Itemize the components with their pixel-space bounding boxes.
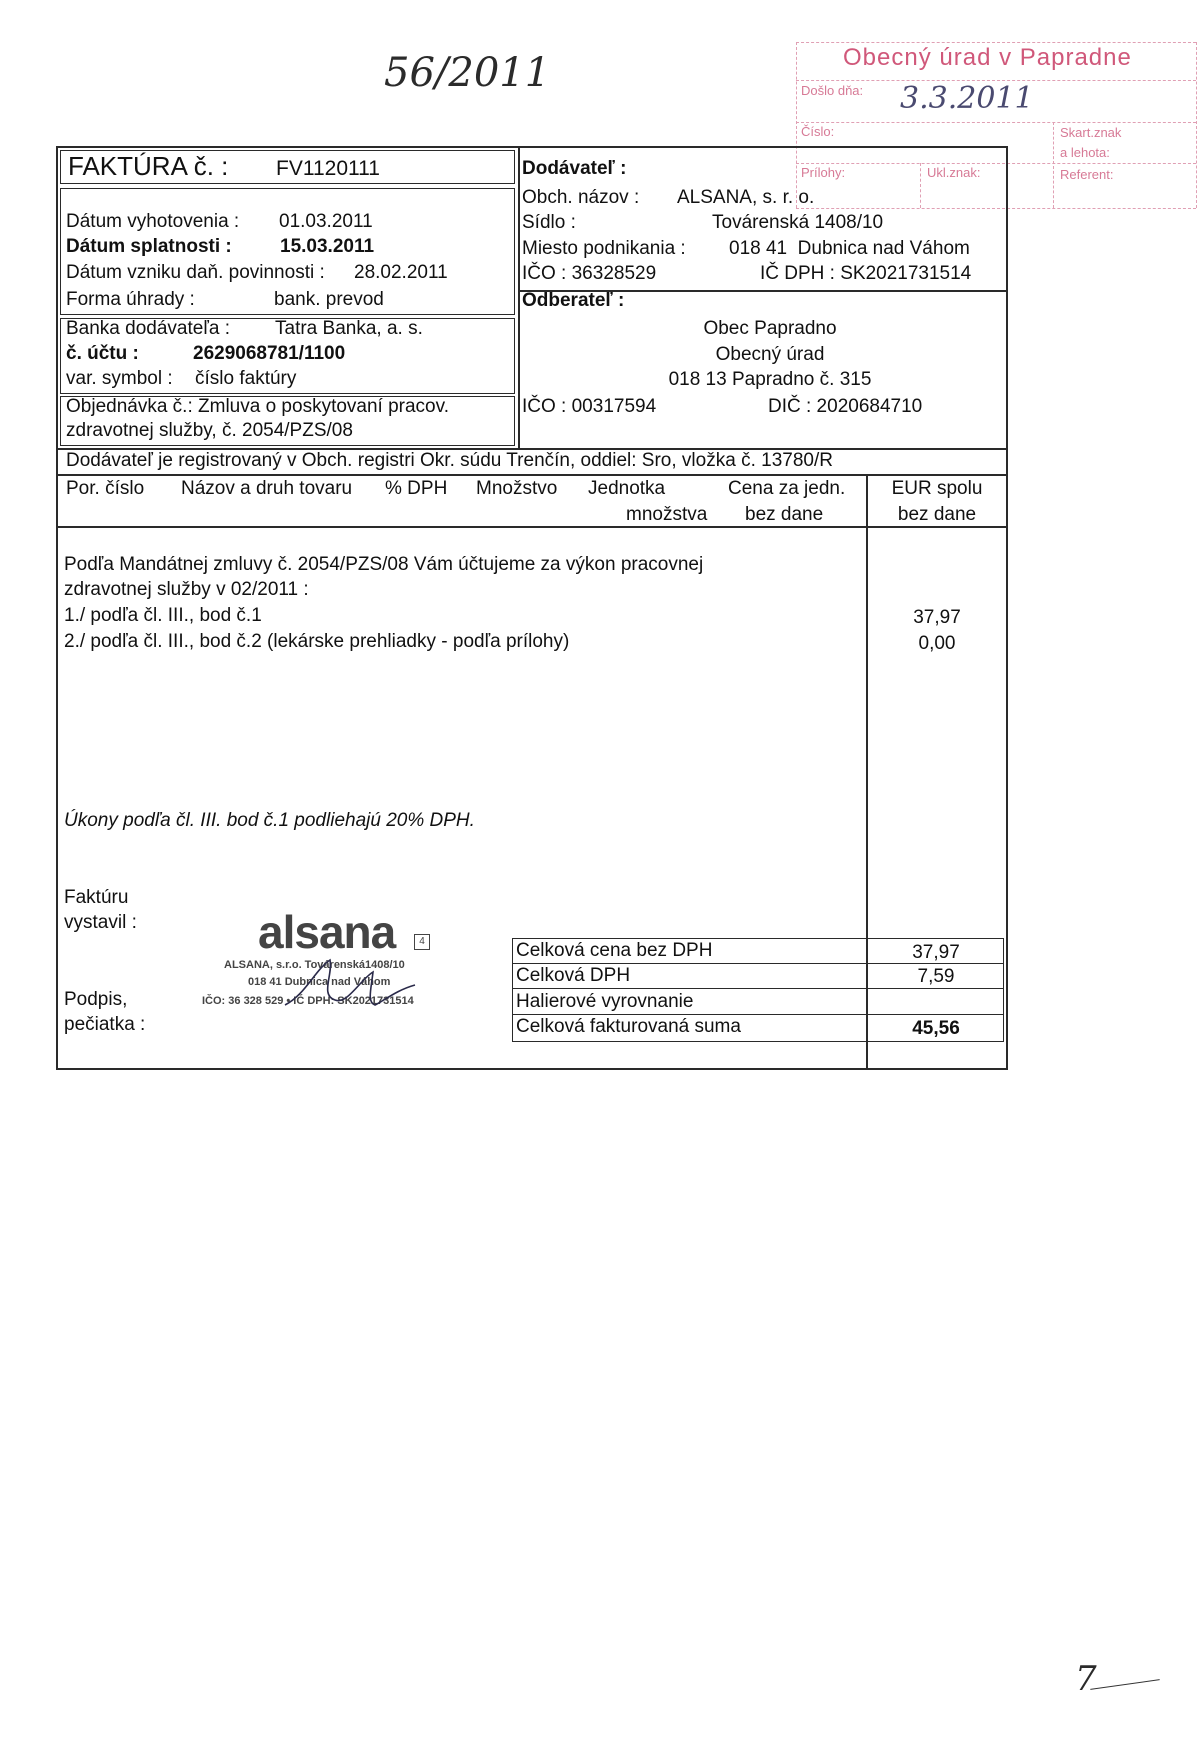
column-nazov: Názov a druh tovaru <box>181 478 353 499</box>
supplier-place-label: Miesto podnikania : <box>522 238 686 259</box>
page-mark: 7 <box>1075 1659 1097 1699</box>
supplier-ic-dph: IČ DPH : SK2021731514 <box>760 263 972 284</box>
line-item-2-text: 2./ podľa čl. III., bod č.2 (lekárske prehliadky - podľa prílohy) <box>64 631 570 652</box>
customer-address: 018 13 Papradno č. 315 <box>668 369 872 390</box>
supplier-name: ALSANA, s. r. o. <box>677 187 815 208</box>
supplier-seat-label: Sídlo : <box>522 212 576 233</box>
column-mnozstvo: Množstvo <box>476 478 558 499</box>
order-line-2: zdravotnej služby, č. 2054/PZS/08 <box>66 420 353 441</box>
registry-stamp-shred-label-2: a lehota: <box>1060 145 1110 160</box>
vat-note: Úkony podľa čl. III. bod č.1 podliehajú 20% DPH. <box>64 810 475 831</box>
customer-heading: Odberateľ : <box>522 290 625 311</box>
account-label: č. účtu : <box>66 343 139 364</box>
var-symbol-label: var. symbol : <box>66 368 173 389</box>
var-symbol: číslo faktúry <box>195 368 297 389</box>
line-item-1-text: 1./ podľa čl. III., bod č.1 <box>64 605 262 626</box>
signature-label-1: Podpis, <box>64 989 128 1010</box>
payment-method: bank. prevod <box>274 289 384 310</box>
total-vat-label: Celková DPH <box>516 965 631 986</box>
registry-stamp-attachments-label: Prílohy: <box>801 165 846 180</box>
total-vat-value: 7,59 <box>917 966 955 987</box>
supplier-name-label: Obch. názov : <box>522 187 640 208</box>
account-number: 2629068781/1100 <box>193 343 346 364</box>
customer-name: Obec Papradno <box>703 318 837 339</box>
column-por-cislo: Por. číslo <box>66 478 145 499</box>
line-item-1-amount: 37,97 <box>913 607 961 628</box>
tax-date-label: Dátum vzniku daň. povinnosti : <box>66 262 325 283</box>
due-date-label: Dátum splatnosti : <box>66 236 232 257</box>
registry-stamp-office: Obecný úrad v Papradne <box>843 44 1132 71</box>
total-invoiced-value: 45,56 <box>912 1018 960 1039</box>
issue-date-label: Dátum vyhotovenia : <box>66 211 240 232</box>
total-net-label: Celková cena bez DPH <box>516 940 713 961</box>
total-invoiced-label: Celková fakturovaná suma <box>516 1016 741 1037</box>
supplier-seat: Továrenská 1408/10 <box>712 212 884 233</box>
company-stamp-logo: alsana <box>258 906 396 958</box>
intro-line-2: zdravotnej služby v 02/2011 : <box>64 579 309 600</box>
registry-stamp-number-label: Číslo: <box>801 124 835 139</box>
registry-stamp-filing-label: Ukl.znak: <box>927 165 981 180</box>
registry-stamp-officer-label: Referent: <box>1060 167 1114 182</box>
registry-stamp-shred-label: Skart.znak <box>1060 125 1122 140</box>
signature-scribble <box>275 950 425 1020</box>
issued-by-label-1: Faktúru <box>64 887 129 908</box>
total-net-value: 37,97 <box>912 942 960 963</box>
payment-method-label: Forma úhrady : <box>66 289 195 310</box>
intro-line-1: Podľa Mandátnej zmluvy č. 2054/PZS/08 Vám účtujeme za výkon pracovnej <box>64 554 704 575</box>
column-spolu-2: bez dane <box>897 504 977 525</box>
column-dph: % DPH <box>385 478 448 499</box>
column-jednotka: Jednotka <box>588 478 666 499</box>
column-jednotka-2: množstva <box>626 504 708 525</box>
registration-note: Dodávateľ je registrovaný v Obch. registri Okr. súdu Trenčín, oddiel: Sro, vložka č. 13780/R <box>66 450 833 471</box>
invoice-number: FV1120111 <box>276 157 380 180</box>
page-mark-stroke <box>1090 1679 1159 1690</box>
rounding-label: Halierové vyrovnanie <box>516 991 694 1012</box>
tax-date: 28.02.2011 <box>354 262 448 283</box>
company-stamp-line-2: 018 41 Dubnica nad Váhom <box>248 976 391 988</box>
registry-stamp-received-date: 3.3.2011 <box>900 81 1034 116</box>
issued-by-label-2: vystavil : <box>64 912 137 933</box>
invoice-title-label: FAKTÚRA č. : <box>68 151 229 181</box>
bank-name: Tatra Banka, a. s. <box>275 318 423 339</box>
supplier-heading: Dodávateľ : <box>522 158 627 179</box>
signature-label-2: pečiatka : <box>64 1014 146 1035</box>
column-cena: Cena za jedn. <box>728 478 846 499</box>
bank-label: Banka dodávateľa : <box>66 318 230 339</box>
handwritten-document-number: 56/2011 <box>384 50 551 96</box>
company-stamp-line-1: ALSANA, s.r.o. Továrenská1408/10 <box>224 959 405 971</box>
line-item-2-amount: 0,00 <box>918 633 956 654</box>
due-date: 15.03.2011 <box>280 236 375 257</box>
issue-date: 01.03.2011 <box>279 211 373 232</box>
supplier-ico: IČO : 36328529 <box>522 263 657 284</box>
order-line-1: Objednávka č.: Zmluva o poskytovaní pracov. <box>66 396 449 417</box>
supplier-place: 018 41 Dubnica nad Váhom <box>729 238 970 259</box>
customer-ico: IČO : 00317594 <box>522 396 657 417</box>
registry-stamp-received-label: Došlo dňa: <box>801 83 864 98</box>
company-stamp-logo-badge: 4 <box>414 934 430 950</box>
column-cena-2: bez dane <box>745 504 824 525</box>
company-stamp-line-3: IČO: 36 328 529 • IČ DPH: SK2021731514 <box>202 995 414 1007</box>
customer-dic: DIČ : 2020684710 <box>768 396 923 417</box>
column-spolu: EUR spolu <box>891 478 983 499</box>
customer-office: Obecný úrad <box>715 344 825 365</box>
